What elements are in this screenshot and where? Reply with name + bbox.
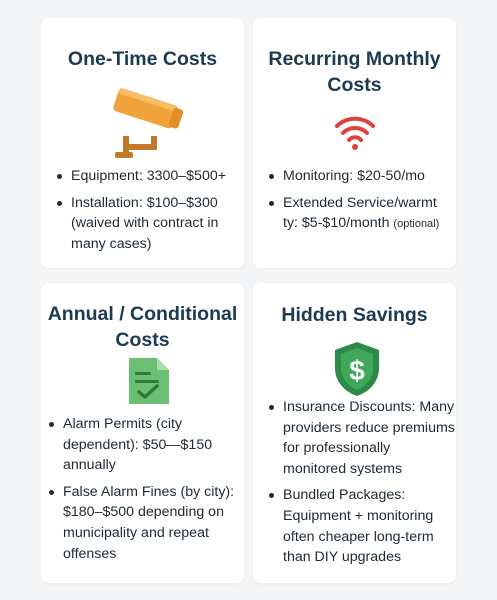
document-check-icon — [125, 356, 173, 411]
savings-list — [267, 397, 457, 574]
card-title: Recurring Monthly Costs — [268, 48, 441, 96]
card-title: Hidden Savings — [281, 304, 428, 326]
list-item: Bundled Packages: Equipment + monitoring often cheaper long-term than DIY upgrades — [267, 485, 457, 567]
list-item — [267, 193, 452, 235]
wifi-signal-icon — [333, 108, 377, 157]
cost-list — [267, 166, 452, 241]
optional-note: (optional) — [393, 218, 440, 231]
svg-text:$: $ — [349, 355, 365, 386]
list-item: Insurance Discounts: Many providers reduce premiums for professionally monitored systems — [267, 397, 457, 479]
list-item-text: Extended Service/warmt ty: $5-$10/month — [283, 194, 437, 232]
list-item: Equipment: 3300–$500+ — [55, 166, 240, 187]
list-item: Monitoring: $20-50/mo — [267, 166, 452, 187]
cost-list — [55, 166, 240, 260]
security-camera-icon — [105, 82, 185, 167]
card-hidden-savings — [253, 283, 456, 583]
list-item: False Alarm Fines (by city): $180–$500 depending on municipality and repeat offenses — [47, 482, 243, 564]
cost-list — [47, 414, 243, 570]
card-title: Annual / Conditional Costs — [47, 303, 238, 351]
card-annual-conditional-costs — [41, 283, 244, 583]
card-recurring-monthly-costs — [253, 18, 456, 268]
list-item: Alarm Permits (city dependent): $50—$150 annually — [47, 414, 243, 476]
shield-dollar-icon — [331, 340, 383, 403]
list-item: Installation: $100–$300 (waived with contract in many cases) — [55, 193, 240, 255]
card-title: One-Time Costs — [67, 48, 218, 70]
card-one-time-costs — [41, 18, 244, 268]
